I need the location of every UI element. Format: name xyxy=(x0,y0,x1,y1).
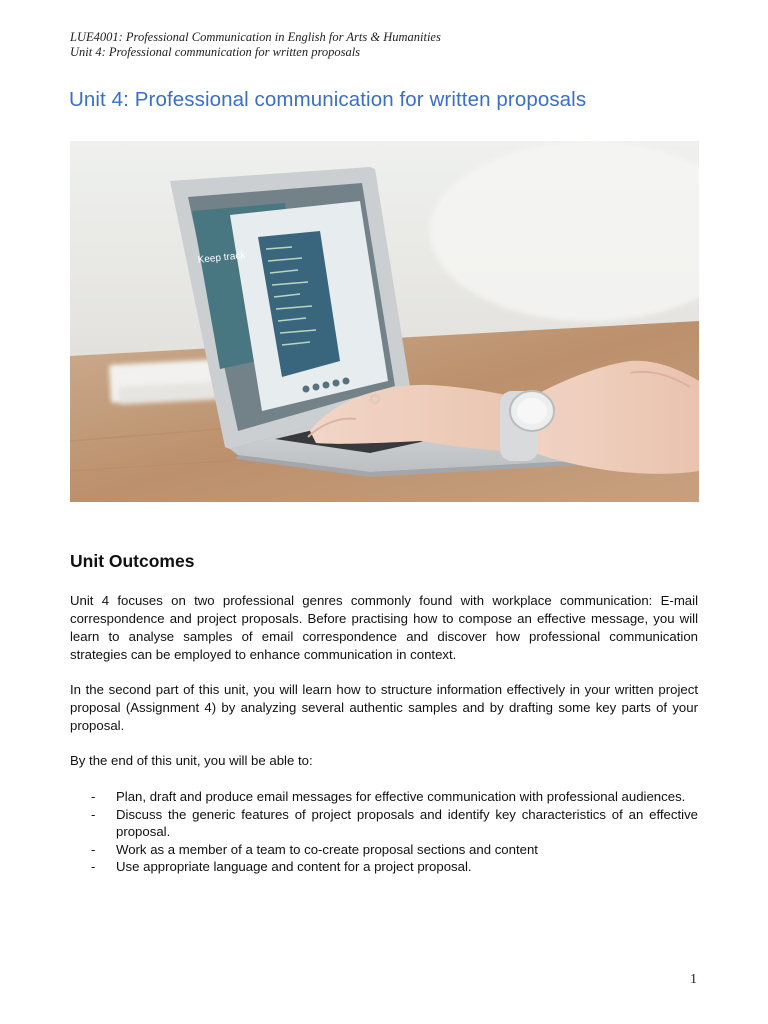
page-number: 1 xyxy=(690,972,697,987)
bullet-dash: - xyxy=(91,789,96,804)
screen-caption: Keep track xyxy=(197,250,246,266)
list-item xyxy=(70,841,698,859)
intro-paragraph: Unit 4 focuses on two professional genres commonly found with workplace communication: E-mail correspondence and project proposals. Before practising how to compose an effective message, you will learn to analyse samples of email correspondence and discover how professional communication strategies can be employed to enhance communication in context. xyxy=(70,593,698,662)
bullet-dash: - xyxy=(91,859,96,874)
list-item xyxy=(70,788,698,806)
outcomes-list xyxy=(70,788,698,876)
list-item xyxy=(70,858,698,876)
section-heading-unit-outcomes: Unit Outcomes xyxy=(70,551,195,571)
bullet-dash: - xyxy=(91,806,96,822)
second-part-paragraph: In the second part of this unit, you will learn how to structure information effectively in your written project proposal (Assignment 4) by analyzing several authentic samples and by drafting some key parts of your proposal. xyxy=(70,682,698,733)
list-item-text: Plan, draft and produce email messages for effective communication with professional audiences. xyxy=(116,789,686,804)
list-item xyxy=(70,806,698,841)
page-title: Unit 4: Professional communication for written proposals xyxy=(69,88,587,111)
list-item-text: Work as a member of a team to co-create proposal sections and content xyxy=(116,841,538,857)
list-item-text: Discuss the generic features of project proposals and identify key characteristics of an effective proposal. xyxy=(116,806,698,839)
running-header xyxy=(70,30,441,60)
outcomes-lead-in: By the end of this unit, you will be able to: xyxy=(70,753,313,768)
bullet-dash: - xyxy=(91,841,96,857)
header-course-line: LUE4001: Professional Communication in English for Arts & Humanities xyxy=(70,30,441,44)
list-item-text: Use appropriate language and content for a project proposal. xyxy=(116,859,472,874)
header-unit-line: Unit 4: Professional communication for written proposals xyxy=(70,45,361,59)
laptop-photo xyxy=(70,141,699,502)
